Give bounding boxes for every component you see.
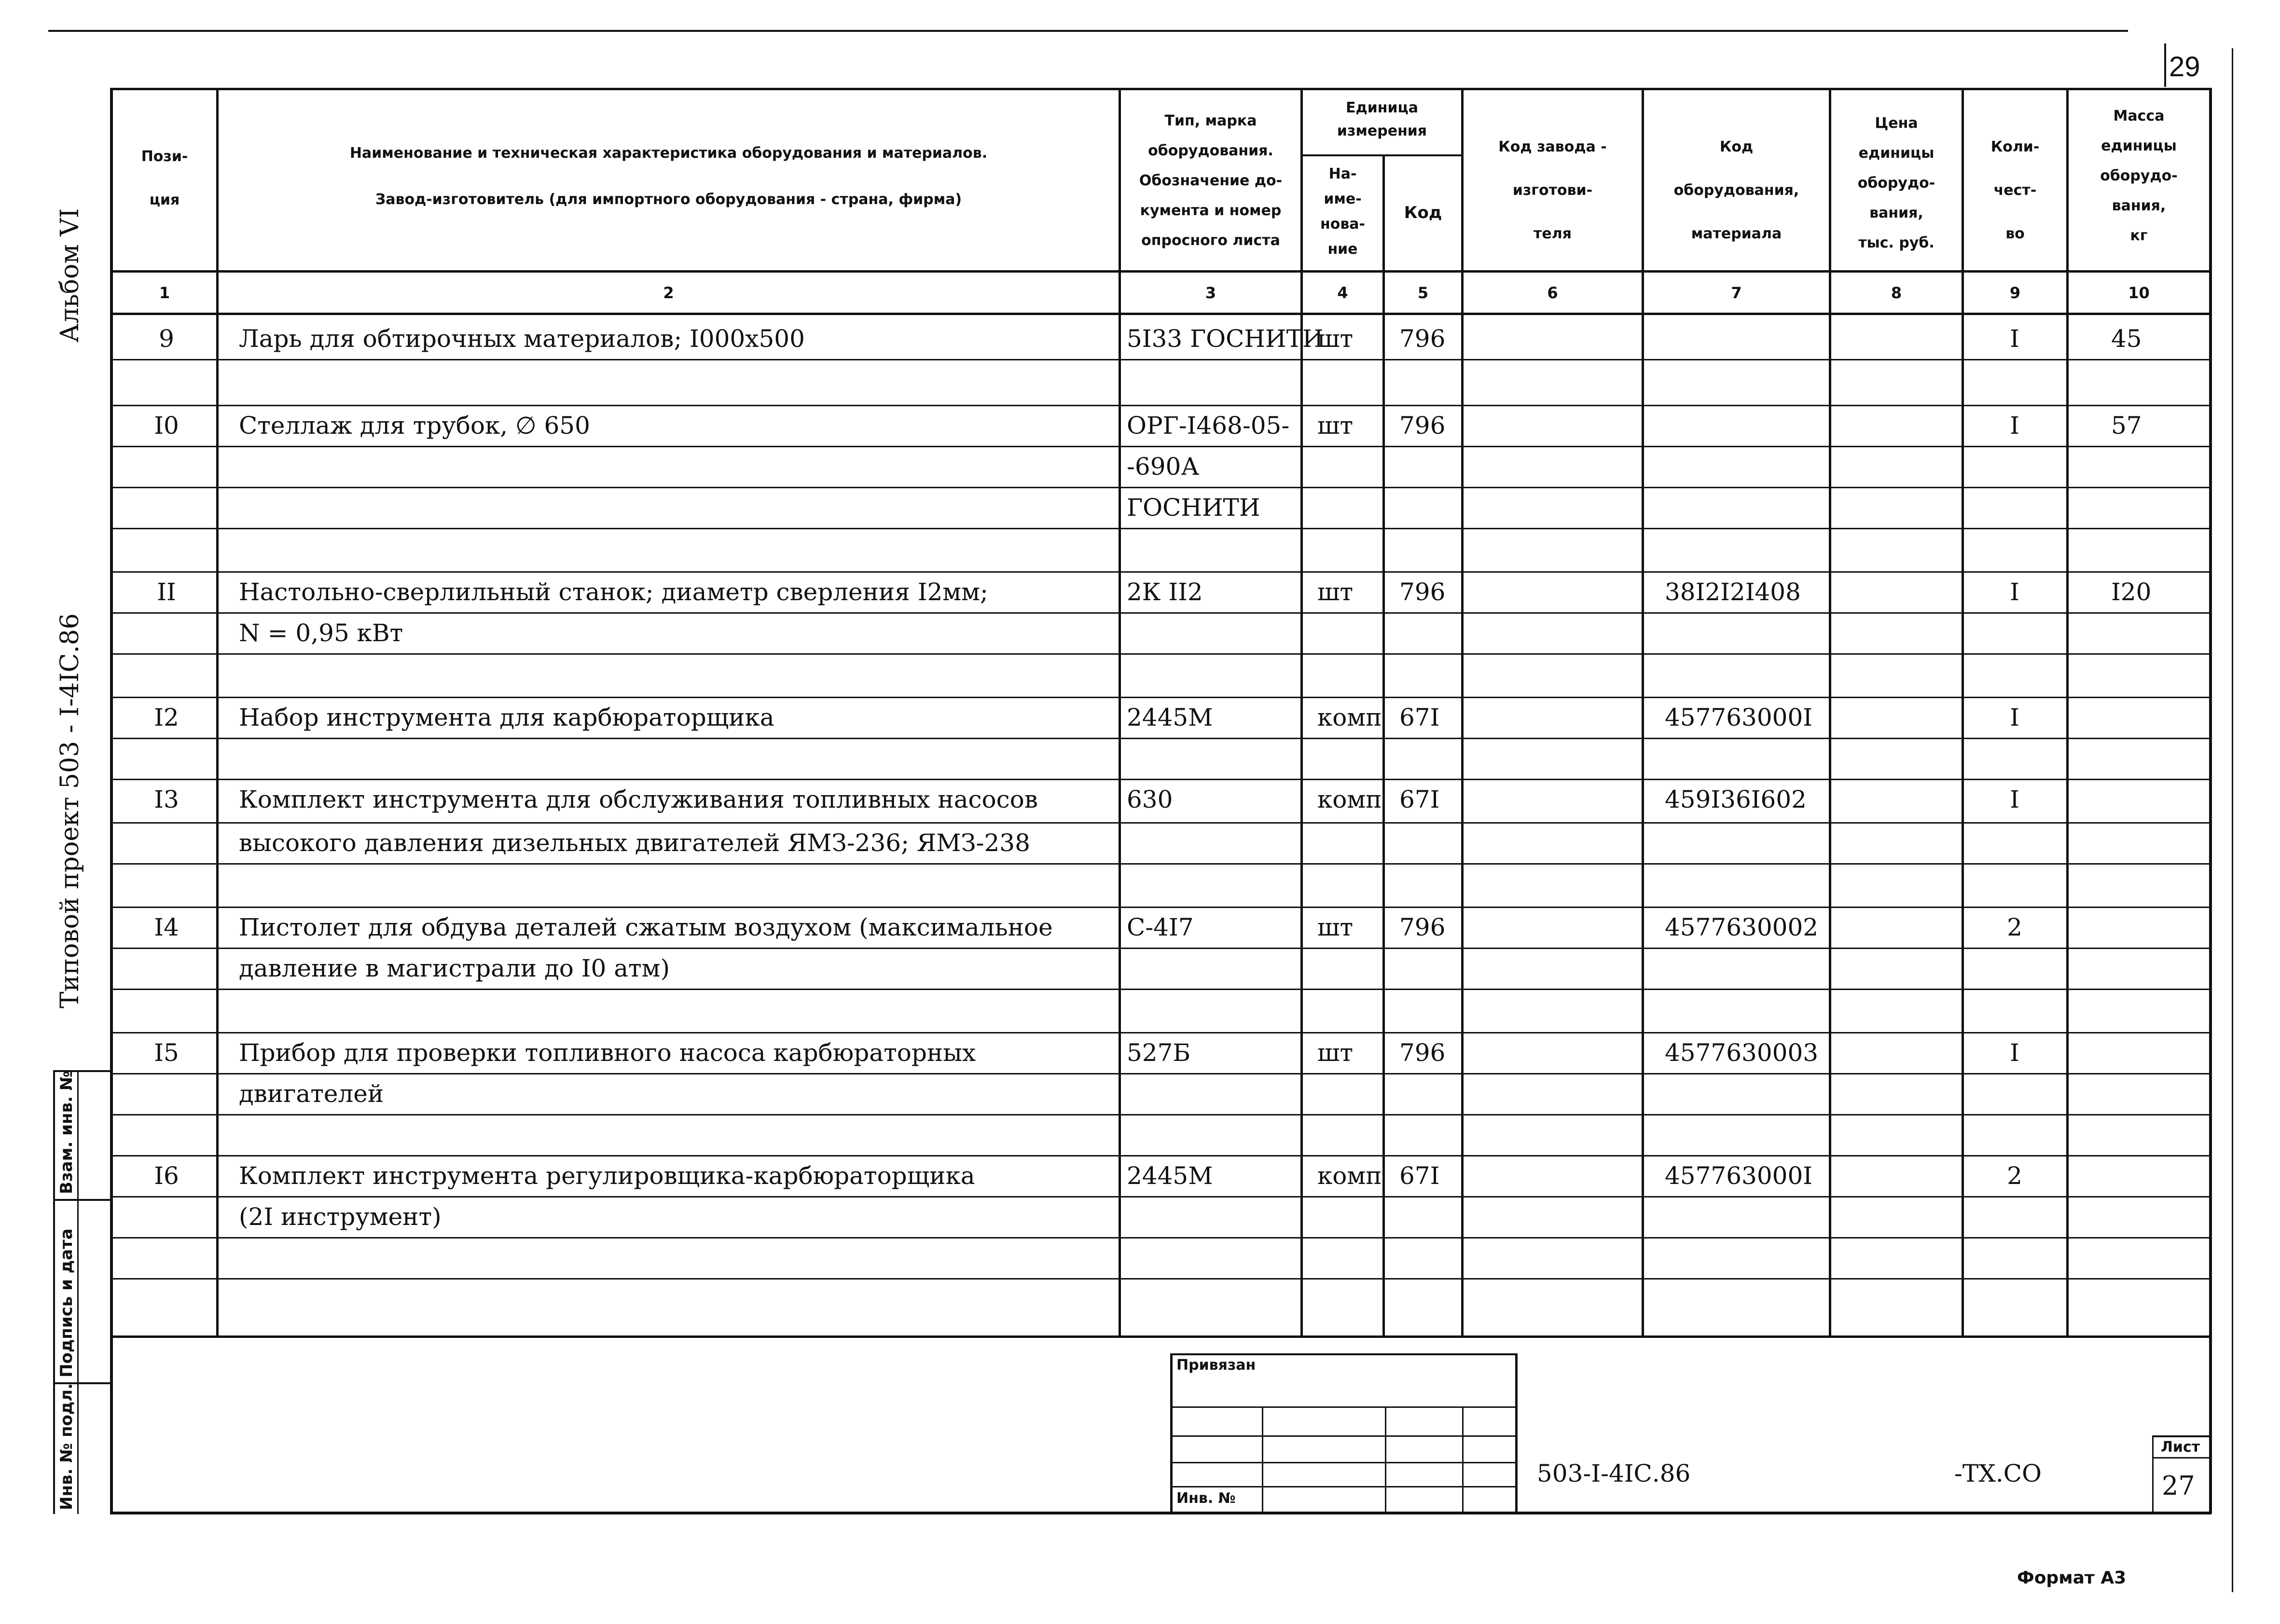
table-cell-code: 67I — [1399, 785, 1440, 813]
table-cell-name: Настольно-сверлильный станок; диаметр сверления I2мм; — [239, 578, 988, 606]
table-cell-qty: I — [2010, 578, 2019, 606]
table-cell-mat_code: 457763000I — [1665, 703, 1813, 731]
table-cell-type: С-4I7 — [1127, 913, 1194, 941]
table-cell-type: 2К II2 — [1127, 578, 1203, 606]
table-cell-name: Комплект инструмента регулировщика-карбюраторщика — [239, 1162, 975, 1190]
table-cell-unit: шт — [1317, 913, 1354, 941]
table-cell-pos: I4 — [154, 913, 179, 941]
table-cell-code: 796 — [1399, 412, 1446, 440]
table-cell-qty: 2 — [2007, 1162, 2022, 1190]
header-type: Тип, марка оборудования. Обозначение до- кумента и номер опросного листа — [1139, 112, 1283, 249]
table-cell-unit: шт — [1317, 1039, 1354, 1067]
table-cell-name: Ларь для обтирочных материалов; I000х500 — [239, 325, 805, 353]
table-cell-code: 796 — [1399, 1039, 1446, 1067]
table-cell-name: N = 0,95 кВт — [239, 619, 403, 647]
table-cell-name: Комплект инструмента для обслуживания топливных насосов — [239, 785, 1038, 813]
table-cell-qty: 2 — [2007, 913, 2022, 941]
table-cell-name: Пистолет для обдува деталей сжатым воздухом (максимальное — [239, 913, 1053, 941]
table-cell-type: ГОСНИТИ — [1127, 494, 1260, 522]
format-label: Формат А3 — [2017, 1568, 2127, 1588]
table-cell-mat_code: 4577630002 — [1665, 913, 1819, 941]
table-cell-pos: I5 — [154, 1039, 179, 1067]
table-cell-pos: I3 — [154, 785, 179, 813]
table-cell-mass: 57 — [2111, 412, 2142, 440]
table-cell-pos: I6 — [154, 1162, 179, 1190]
header-price: Цена единицы оборудо- вания, тыс. руб. — [1857, 115, 1935, 251]
stamp-sheet-value: 27 — [2162, 1471, 2195, 1501]
table-cell-name: Набор инструмента для карбюраторщика — [239, 703, 774, 731]
stamp-doc-code: 503-I-4IС.86 — [1537, 1459, 1691, 1487]
stamp-doc-suffix: -ТХ.СО — [1954, 1459, 2042, 1487]
project-label: Типовой проект 503 - I-4IС.86 — [55, 613, 84, 1008]
sheet-number: 29 — [2169, 51, 2200, 83]
table-cell-qty: I — [2010, 1039, 2019, 1067]
table-cell-pos: II — [157, 578, 176, 606]
table-cell-code: 67I — [1399, 703, 1440, 731]
table-cell-type: 630 — [1127, 785, 1173, 813]
col-number: 7 — [1731, 284, 1742, 302]
col-number: 2 — [663, 284, 674, 302]
col-number: 4 — [1337, 284, 1348, 302]
table-cell-type: -690А — [1127, 453, 1200, 481]
table-cell-mass: I20 — [2111, 578, 2152, 606]
header-position: Пози- ция — [141, 148, 188, 208]
table-cell-code: 67I — [1399, 1162, 1440, 1190]
col-number: 8 — [1891, 284, 1902, 302]
table-cell-name: двигателей — [239, 1080, 384, 1108]
table-cell-unit: шт — [1317, 325, 1354, 353]
header-name: Наименование и техническая характеристика оборудования и материалов. Завод-изготовитель (для импортного оборудования - страна, фирма) — [349, 145, 988, 208]
header-unit-code: Код — [1404, 203, 1442, 222]
inv-number-orig-label: Инв. № подл. — [57, 1383, 76, 1510]
table-cell-type: 2445М — [1127, 703, 1213, 731]
table-cell-mat_code: 459I36I602 — [1665, 785, 1807, 813]
table-cell-mat_code: 4577630003 — [1665, 1039, 1819, 1067]
table-cell-type: 2445М — [1127, 1162, 1213, 1190]
table-cell-mat_code: 38I2I2I408 — [1665, 578, 1801, 606]
inv-number-sub-label: Взам. инв. № — [57, 1071, 76, 1194]
table-cell-unit: комп — [1317, 785, 1382, 813]
stamp-sheet-label: Лист — [2161, 1439, 2200, 1456]
table-cell-unit: комп — [1317, 703, 1382, 731]
table-cell-code: 796 — [1399, 325, 1446, 353]
table-cell-qty: I — [2010, 412, 2019, 440]
table-cell-code: 796 — [1399, 913, 1446, 941]
col-number: 6 — [1547, 284, 1558, 302]
col-number: 3 — [1205, 284, 1216, 302]
table-cell-name: (2I инструмент) — [239, 1203, 442, 1231]
table-cell-qty: I — [2010, 785, 2019, 813]
header-unit-group: Единица измерения — [1337, 99, 1427, 139]
col-number: 1 — [159, 284, 170, 302]
stamp-attached-label: Привязан — [1176, 1357, 1256, 1374]
col-number: 10 — [2128, 284, 2150, 302]
table-cell-name: Стеллаж для трубок, ∅ 650 — [239, 412, 590, 440]
table-cell-qty: I — [2010, 703, 2019, 731]
table-cell-type: 527Б — [1127, 1039, 1191, 1067]
table-cell-mat_code: 457763000I — [1665, 1162, 1813, 1190]
table-cell-pos: I0 — [154, 412, 179, 440]
table-cell-unit: шт — [1317, 578, 1354, 606]
col-number: 9 — [2009, 284, 2021, 302]
stamp-inv-label: Инв. № — [1176, 1490, 1236, 1507]
table-cell-pos: I2 — [154, 703, 179, 731]
signature-date-label: Подпись и дата — [57, 1228, 76, 1377]
table-cell-name: Прибор для проверки топливного насоса карбюраторных — [239, 1039, 976, 1067]
table-cell-name: давление в магистрали до I0 атм) — [239, 954, 670, 982]
header-unit-name: На- име- нова- ние — [1320, 165, 1366, 258]
table-cell-unit: шт — [1317, 412, 1354, 440]
table-cell-code: 796 — [1399, 578, 1446, 606]
table-cell-name: высокого давления дизельных двигателей ЯМЗ-236; ЯМЗ-238 — [239, 829, 1030, 857]
col-number: 5 — [1417, 284, 1429, 302]
table-cell-unit: комп — [1317, 1162, 1382, 1190]
table-cell-pos: 9 — [159, 325, 174, 353]
table-cell-type: 5I33 ГОСНИТИ — [1127, 325, 1324, 353]
header-factory-code: Код завода - изготови- теля — [1498, 138, 1607, 242]
header-material-code: Код оборудования, материала — [1673, 138, 1799, 242]
header-mass: Масса единицы оборудо- вания, кг — [2100, 108, 2178, 244]
table-cell-mass: 45 — [2111, 325, 2142, 353]
header-quantity: Коли- чест- во — [1990, 138, 2040, 242]
table-cell-qty: I — [2010, 325, 2019, 353]
table-cell-type: ОРГ-I468-05- — [1127, 412, 1290, 440]
album-label: Альбом VI — [55, 208, 84, 343]
